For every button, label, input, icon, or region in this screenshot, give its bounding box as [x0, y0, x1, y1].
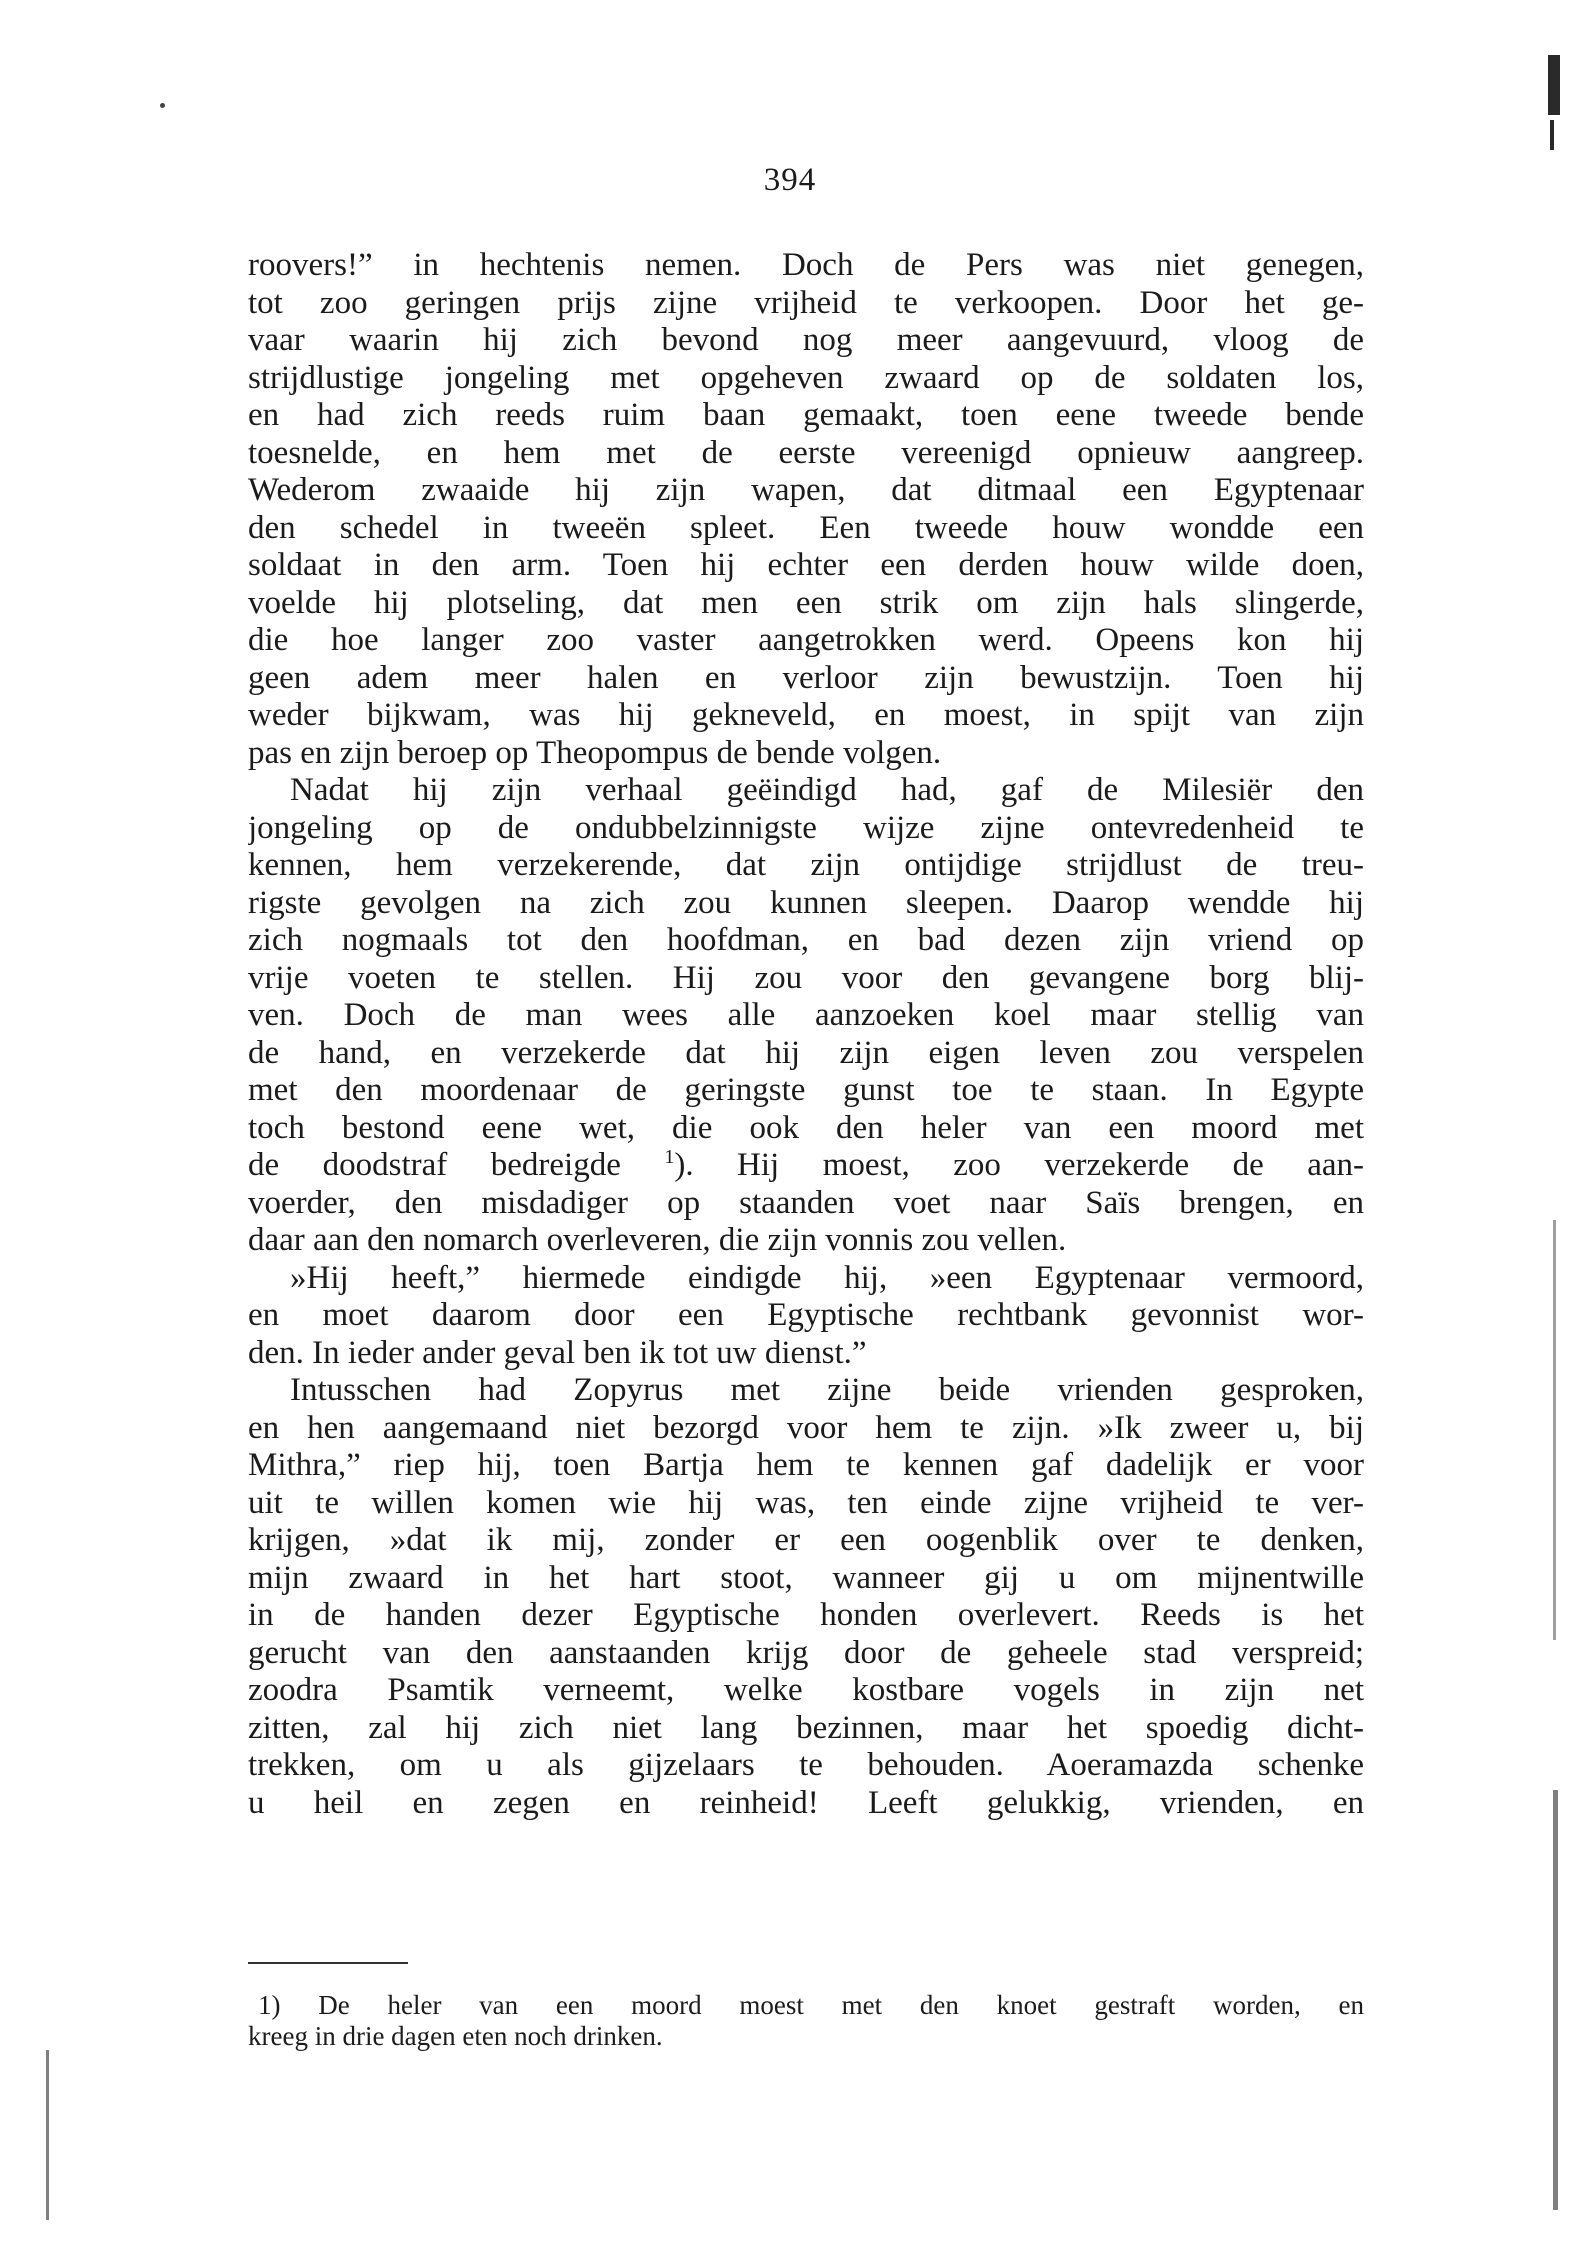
scan-edge-mark [1548, 55, 1560, 115]
text-segment: de doodstraf bedreigde [248, 1147, 621, 1183]
scan-edge-mark [1553, 1790, 1558, 2210]
text-line: vaar waarin hij zich bevond nog meer aangevuurd, vloog de [248, 322, 1364, 358]
footnote-marker: 1 [664, 1147, 675, 1168]
text-line: pas en zijn beroep op Theopompus de bende volgen. [248, 734, 942, 771]
text-line: »Hij heeft,” hiermede eindigde hij, »een Egyptenaar vermoord, [290, 1259, 1364, 1296]
text-line: gerucht van den aanstaanden krijg door de geheele stad verspreid; [248, 1634, 1364, 1671]
text-line: die hoe langer zoo vaster aangetrokken werd. Opeens kon hij [248, 622, 1364, 658]
text-line: ven. Doch de man wees alle aanzoeken koel maar stellig van [248, 997, 1364, 1033]
text-line: Mithra,” riep hij, toen Bartja hem te kennen gaf dadelijk er voor [248, 1447, 1364, 1483]
text-line: Nadat hij zijn verhaal geëindigd had, gaf de Milesiër den [290, 772, 1364, 808]
text-line: den. In ieder ander geval ben ik tot uw dienst.” [248, 1334, 867, 1371]
text-line: geen adem meer halen en verloor zijn bewustzijn. Toen hij [248, 659, 1364, 696]
text-line: rigste gevolgen na zich zou kunnen sleepen. Daarop wendde hij [248, 884, 1364, 921]
text-line: voelde hij plotseling, dat men een strik om zijn hals slingerde, [248, 584, 1364, 621]
text-line: in de handen dezer Egyptische honden overlevert. Reeds is het [248, 1597, 1364, 1633]
text-line: voerder, den misdadiger op staanden voet naar Saïs brengen, en [248, 1184, 1364, 1221]
text-line: mijn zwaard in het hart stoot, wanneer gij u om mijnentwille [248, 1559, 1364, 1596]
text-line: uit te willen komen wie hij was, ten einde zijne vrijheid te ver- [248, 1484, 1364, 1521]
footnote [248, 1990, 1364, 2052]
footnote-line: kreeg in drie dagen eten noch drinken. [248, 2021, 663, 2051]
text-line: toch bestond eene wet, die ook den heler van een moord met [248, 1109, 1364, 1146]
footnote-divider [248, 1962, 408, 1964]
text-line: jongeling op de ondubbelzinnigste wijze zijne ontevredenheid te [248, 809, 1364, 846]
text-segment: ). Hij moest, zoo verzekerde de aan- [674, 1147, 1364, 1183]
text-line: krijgen, »dat ik mij, zonder er een oogenblik over te denken, [248, 1522, 1364, 1558]
body-text [248, 247, 1364, 1822]
text-line: zich nogmaals tot den hoofdman, en bad dezen zijn vriend op [248, 922, 1364, 958]
text-line: u heil en zegen en reinheid! Leeft gelukkig, vrienden, en [248, 1784, 1364, 1821]
text-line: en moet daarom door een Egyptische rechtbank gevonnist wor- [248, 1297, 1364, 1333]
page-number: 394 [763, 162, 817, 198]
text-line: Intusschen had Zopyrus met zijne beide vrienden gesproken, [290, 1372, 1364, 1408]
text-line: en hen aangemaand niet bezorgd voor hem te zijn. »Ik zweer u, bij [248, 1409, 1364, 1446]
scan-edge-mark [46, 2050, 49, 2220]
scan-edge-mark [1553, 1220, 1556, 1640]
text-line-with-footnote [248, 1147, 1364, 1185]
scan-edge-mark [1550, 120, 1554, 150]
text-line: roovers!” in hechtenis nemen. Doch de Pers was niet genegen, [248, 247, 1364, 283]
scan-speck [160, 103, 165, 108]
footnote-line: 1) De heler van een moord moest met den knoet gestraft worden, en [258, 1990, 1364, 2020]
text-line: den schedel in tweeën spleet. Een tweede houw wondde een [248, 509, 1364, 546]
text-line: zitten, zal hij zich niet lang bezinnen, maar het spoedig dicht- [248, 1709, 1364, 1746]
text-line: trekken, om u als gijzelaars te behouden. Aoeramazda schenke [248, 1747, 1364, 1783]
text-line: Wederom zwaaide hij zijn wapen, dat ditmaal een Egyptenaar [248, 472, 1364, 508]
text-line: de hand, en verzekerde dat hij zijn eigen leven zou verspelen [248, 1034, 1364, 1071]
text-line: toesnelde, en hem met de eerste vereenigd opnieuw aangreep. [248, 434, 1364, 471]
text-line: kennen, hem verzekerende, dat zijn ontijdige strijdlust de treu- [248, 847, 1364, 883]
text-line: strijdlustige jongeling met opgeheven zwaard op de soldaten los, [248, 359, 1364, 396]
text-line: soldaat in den arm. Toen hij echter een derden houw wilde doen, [248, 547, 1364, 583]
text-line: zoodra Psamtik verneemt, welke kostbare vogels in zijn net [248, 1672, 1364, 1708]
text-line: daar aan den nomarch overleveren, die zijn vonnis zou vellen. [248, 1222, 1067, 1258]
text-line: tot zoo geringen prijs zijne vrijheid te verkoopen. Door het ge- [248, 284, 1364, 321]
text-line: weder bijkwam, was hij gekneveld, en moest, in spijt van zijn [248, 697, 1364, 733]
text-line: vrije voeten te stellen. Hij zou voor den gevangene borg blij- [248, 959, 1364, 996]
text-line: met den moordenaar de geringste gunst toe te staan. In Egypte [248, 1072, 1364, 1108]
text-line: en had zich reeds ruim baan gemaakt, toen eene tweede bende [248, 397, 1364, 433]
